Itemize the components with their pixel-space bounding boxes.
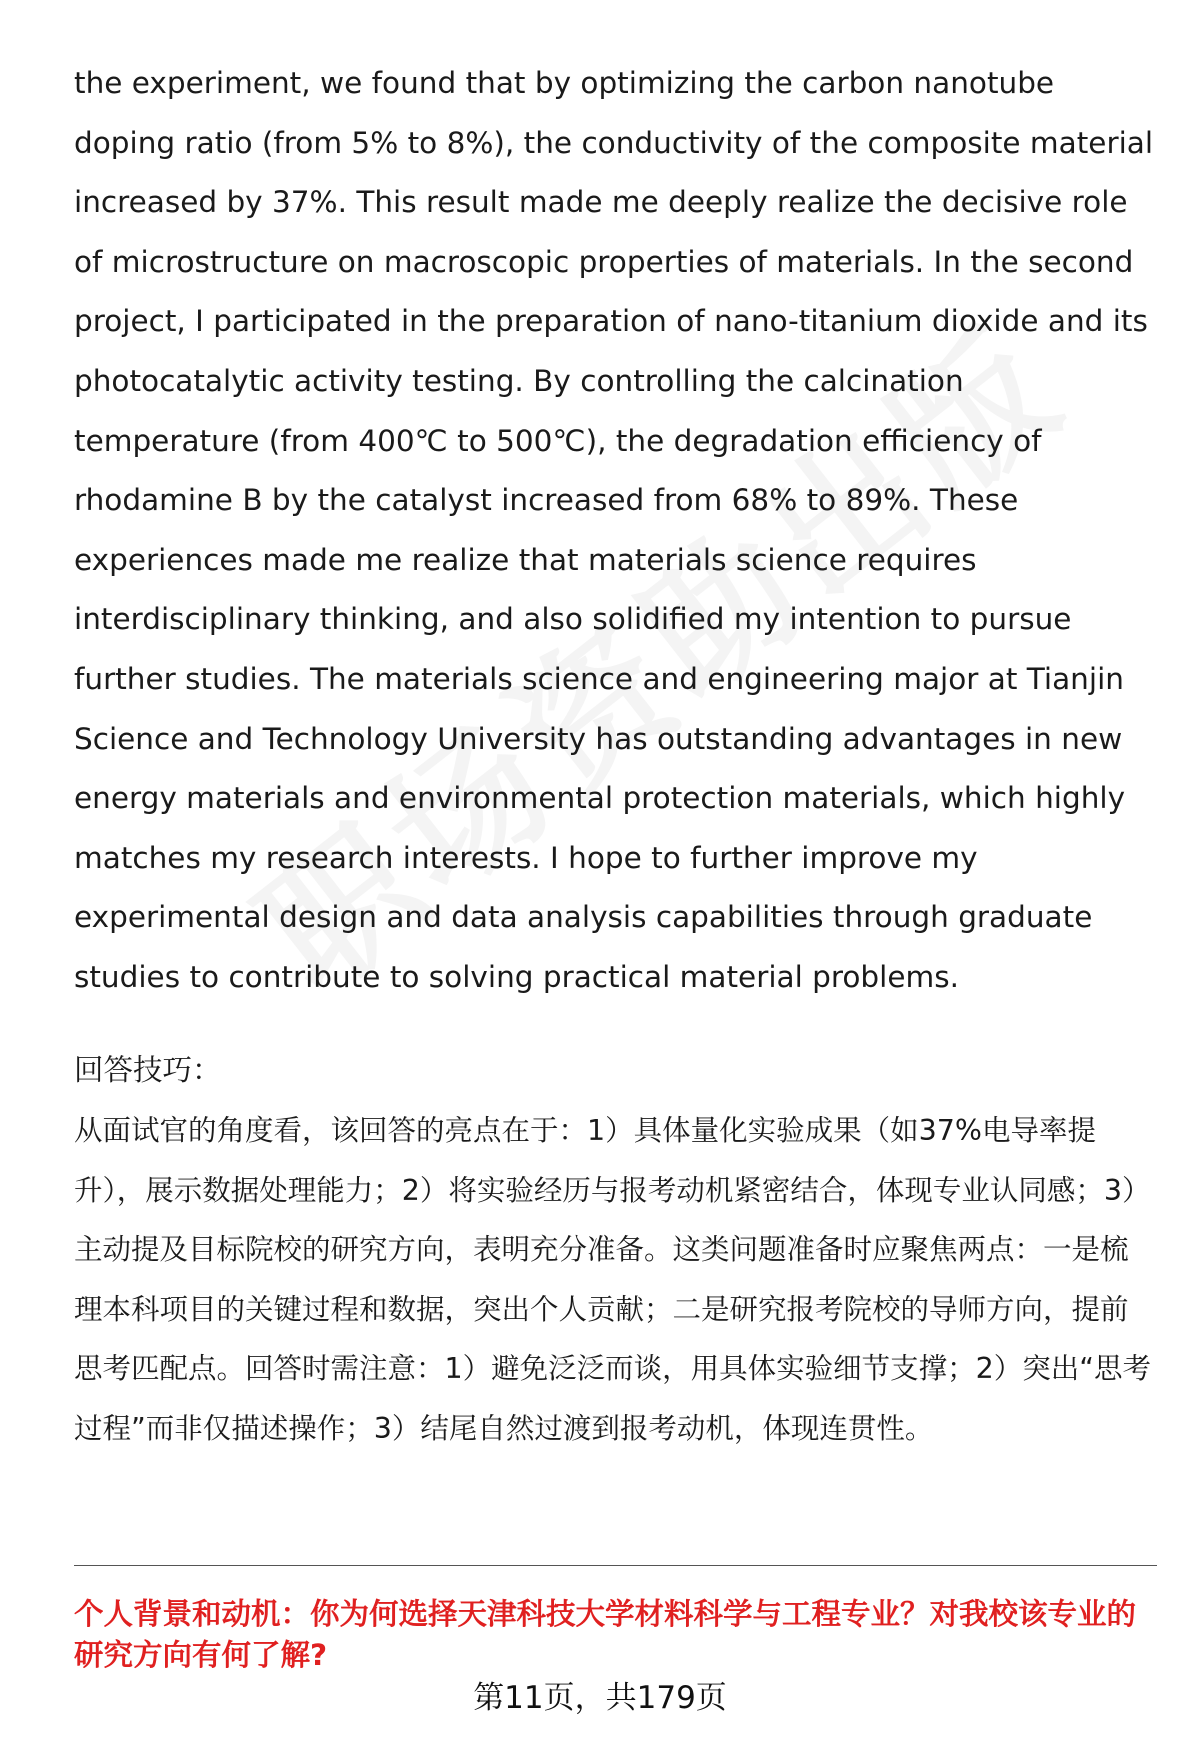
page-number: 第11页，共179页 [473,1680,727,1716]
answer-paragraph: the experiment, we found that by optimizing the carbon nanotube doping ratio (from 5% to 8%), the conductivity of the composite material increased by 37%. This result made me deeply realize the decisive role of microstructure on macroscopic properties of materials. In the second project, I participated in the preparation of nano-titanium dioxide and its photocatalytic activity testing. By controlling the calcination temperature (from 400℃ to 500℃), the degradation efficiency of rhodamine B by the catalyst increased from 68% to 89%. These experiences made me realize that materials science requires interdisciplinary thinking, and also solidified my intention to pursue further studies. The materials science and engineering major at Tianjin Science and Technology University has outstanding advantages in new energy materials and environmental protection materials, which highly matches my research interests. I hope to further improve my experimental design and data analysis capabilities through graduate studies to contribute to solving practical material problems. [74,66,1154,994]
next-question-heading: 个人背景和动机：你为何选择天津科技大学材料科学与工程专业？对我校该专业的研究方向有何了解? [74,1597,1137,1672]
tips-label: 回答技巧： [74,1053,222,1087]
section-divider [74,1565,1157,1566]
tips-paragraph: 从面试官的角度看，该回答的亮点在于：1）具体量化实验成果（如37%电导率提升），展示数据处理能力；2）将实验经历与报考动机紧密结合，体现专业认同感；3）主动提及目标院校的研究方向，表明充分准备。这类问题准备时应聚焦两点：一是梳理本科项目的关键过程和数据，突出个人贡献；二是研究报考院校的导师方向，提前思考匹配点。回答时需注意：1）避免泛泛而谈，用具体实验细节支撑；2）突出“思考过程”而非仅描述操作；3）结尾自然过渡到报考动机，体现连贯性。 [74,1114,1152,1445]
